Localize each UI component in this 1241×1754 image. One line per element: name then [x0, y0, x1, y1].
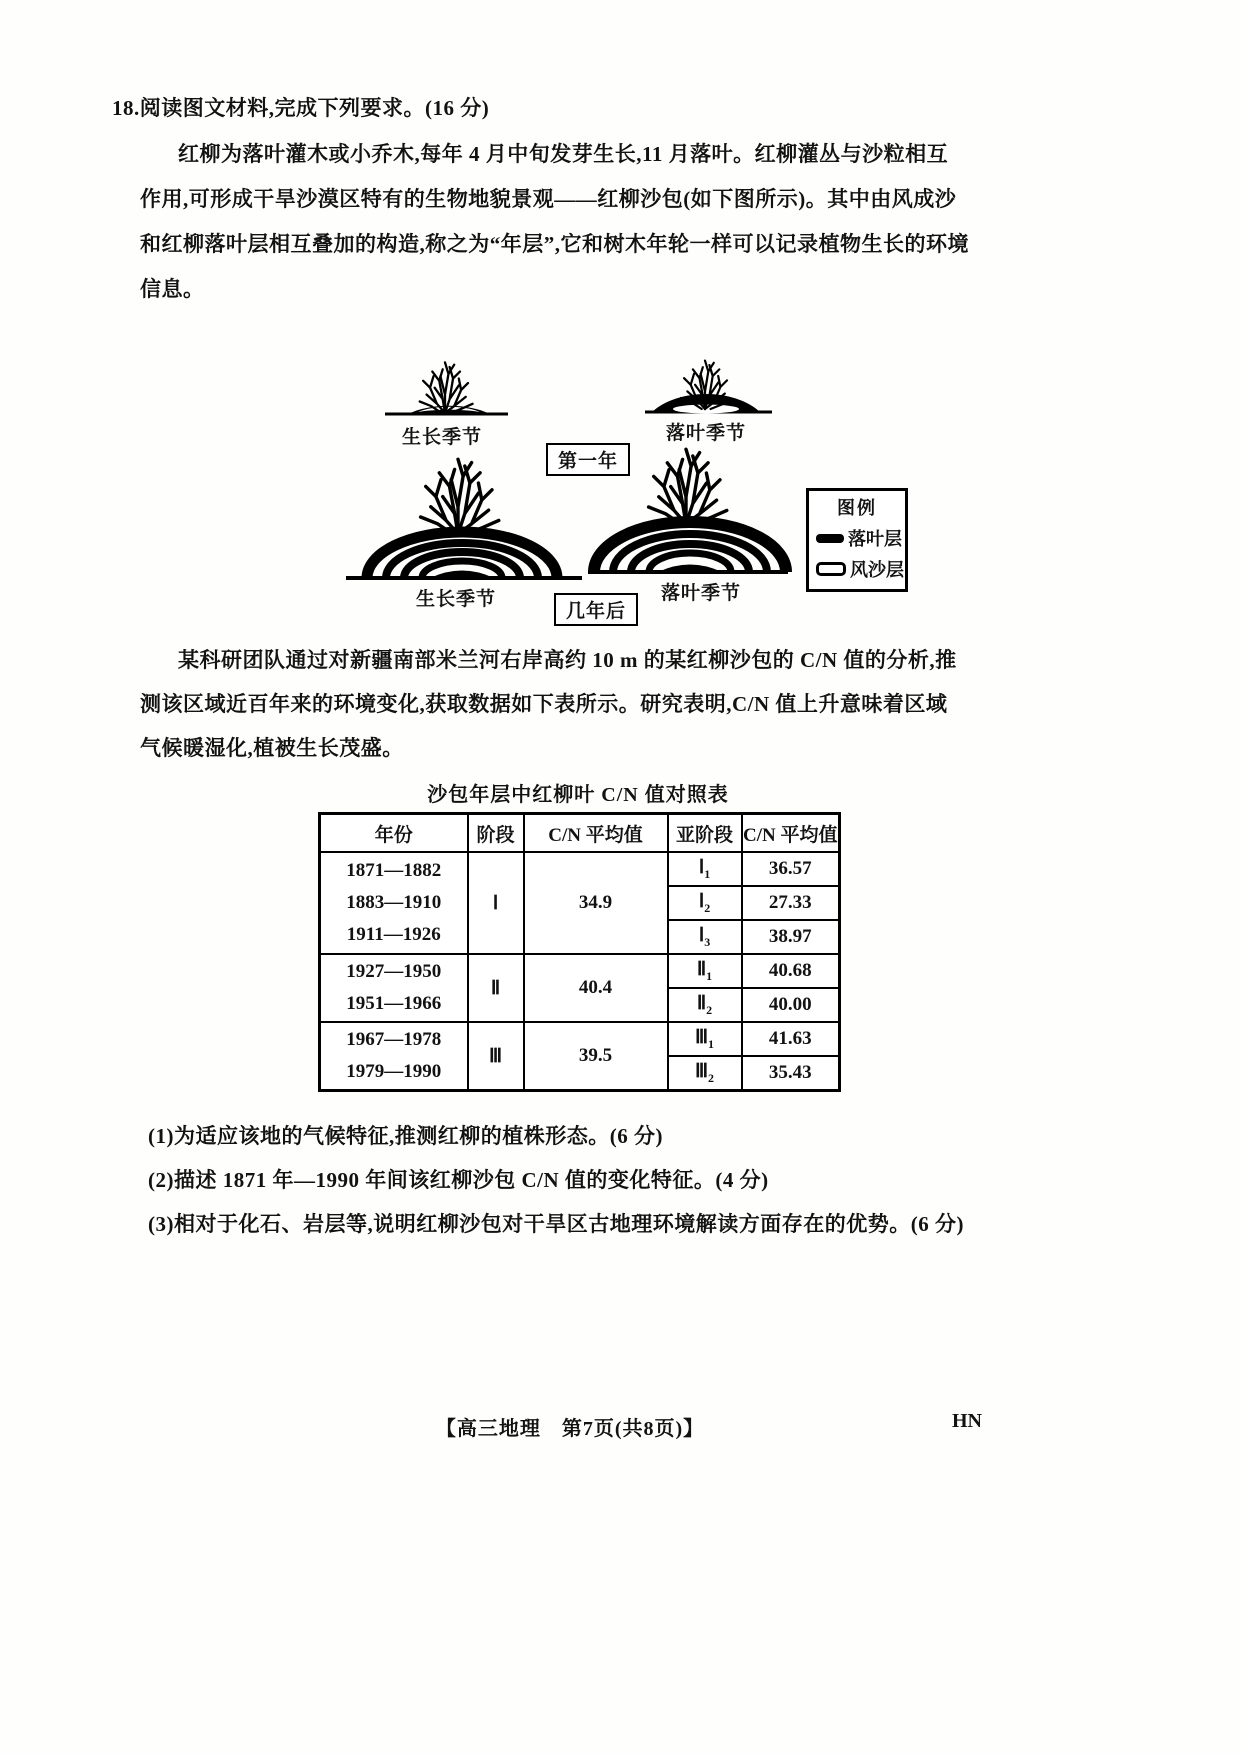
substage-value-cell: 36.57: [742, 852, 840, 886]
years-cell: [320, 852, 468, 954]
substage-index: 2: [704, 900, 711, 915]
substage-numeral: Ⅰ: [698, 925, 705, 947]
page-footer: 【高三地理 第7页(共8页)】: [435, 1418, 705, 1440]
paragraph-1-line: 信息。: [140, 277, 205, 301]
paragraph-2-line: 某科研团队通过对新疆南部米兰河右岸高约 10 m 的某红柳沙包的 C/N 值的分析,推: [178, 648, 957, 672]
stage-cell: Ⅲ: [468, 1022, 524, 1091]
label-first-year-box: 第一年: [546, 443, 630, 476]
substage-numeral: Ⅰ: [698, 857, 705, 879]
substage-index: 2: [706, 1002, 713, 1017]
legend-item-leaf-layer: [816, 525, 902, 551]
table-row: [320, 1022, 840, 1056]
substage-value-cell: 27.33: [742, 886, 840, 920]
substage-numeral: Ⅰ: [698, 891, 705, 913]
substage-cell: [668, 852, 742, 886]
paragraph-1: [140, 132, 969, 312]
year-range: 1911—1926: [346, 924, 441, 945]
substage-value-cell: 40.68: [742, 954, 840, 988]
paragraph-2-line: 测该区域近百年来的环境变化,获取数据如下表所示。研究表明,C/N 值上升意味着区域: [140, 692, 948, 716]
label-growing-season-top: 生长季节: [402, 427, 483, 448]
substage-index: 1: [708, 1036, 715, 1051]
legend-title: 图例: [837, 498, 877, 518]
label-growing-season-bottom: 生长季节: [416, 589, 497, 610]
label-leaffall-season-bottom: 落叶季节: [661, 583, 742, 604]
solid-bar-swatch-icon: [816, 534, 844, 543]
substage-numeral: Ⅲ: [694, 1061, 709, 1083]
substage-index: 1: [706, 968, 713, 983]
years-cell: [320, 954, 468, 1022]
stage-avg-cell: 40.4: [524, 954, 668, 1022]
substage-value-cell: 41.63: [742, 1022, 840, 1056]
label-leaffall-season-top: 落叶季节: [666, 423, 747, 444]
col-header-years: 年份: [320, 814, 468, 853]
year-range: 1979—1990: [346, 1061, 442, 1082]
footer-code: HN: [952, 1410, 982, 1432]
col-header-substage: 亚阶段: [668, 814, 742, 853]
table-header-row: [320, 814, 840, 853]
substage-cell: [668, 988, 742, 1022]
paragraph-2: [140, 638, 957, 770]
substage-value-cell: 38.97: [742, 920, 840, 954]
sub-question-1: (1)为适应该地的气候特征,推测红柳的植株形态。(6 分): [148, 1124, 663, 1148]
table-title: 沙包年层中红柳叶 C/N 值对照表: [427, 784, 729, 806]
layered-mound-growing: [346, 532, 582, 578]
col-header-cn-avg-2: C/N 平均值: [742, 814, 840, 853]
label-after-years-box: 几年后: [554, 593, 638, 626]
substage-index: 2: [708, 1070, 715, 1085]
layered-mound-leaffall: [588, 522, 788, 572]
table-row: [320, 852, 840, 886]
table-row: [320, 954, 840, 988]
substage-numeral: Ⅱ: [696, 993, 707, 1015]
paragraph-1-line: 红柳为落叶灌木或小乔木,每年 4 月中旬发芽生长,11 月落叶。红柳灌丛与沙粒相互: [178, 142, 949, 166]
sub-question-2: (2)描述 1871 年—1990 年间该红柳沙包 C/N 值的变化特征。(4 分): [148, 1168, 769, 1192]
stage-avg-cell: 39.5: [524, 1022, 668, 1091]
substage-cell: [668, 1022, 742, 1056]
substage-cell: [668, 1056, 742, 1091]
question-header: [112, 92, 489, 122]
stage-cell: Ⅱ: [468, 954, 524, 1022]
paragraph-1-line: 作用,可形成干旱沙漠区特有的生物地貌景观——红柳沙包(如下图所示)。其中由风成沙: [140, 187, 957, 211]
substage-index: 1: [704, 866, 711, 881]
year-range: 1927—1950: [346, 961, 442, 982]
hollow-bar-swatch-icon: [816, 562, 846, 576]
year-range: 1871—1882: [346, 860, 442, 881]
substage-index: 3: [704, 934, 711, 949]
years-cell: [320, 1022, 468, 1091]
sub-question-3: (3)相对于化石、岩层等,说明红柳沙包对干旱区古地理环境解读方面存在的优势。(6 分): [148, 1212, 964, 1236]
stage-avg-cell: 34.9: [524, 852, 668, 954]
substage-value-cell: 40.00: [742, 988, 840, 1022]
legend-item-sand-layer: [816, 556, 904, 582]
question-intro: 阅读图文材料,完成下列要求。(16 分): [139, 96, 490, 120]
substage-numeral: Ⅲ: [694, 1027, 709, 1049]
substage-cell: [668, 954, 742, 988]
substage-value-cell: 35.43: [742, 1056, 840, 1091]
substage-cell: [668, 920, 742, 954]
col-header-cn-avg: C/N 平均值: [524, 814, 668, 853]
cn-value-table: [318, 812, 841, 1092]
stage-cell: Ⅰ: [468, 852, 524, 954]
paragraph-2-line: 气候暖湿化,植被生长茂盛。: [140, 736, 404, 760]
tamarisk-sand-mound-figure: [330, 330, 1030, 630]
paragraph-1-line: 和红柳落叶层相互叠加的构造,称之为“年层”,它和树木年轮一样可以记录植物生长的环境: [140, 232, 969, 256]
legend-item-label: 落叶层: [848, 529, 902, 549]
year-range: 1951—1966: [346, 993, 442, 1014]
substage-numeral: Ⅱ: [696, 959, 707, 981]
year-range: 1967—1978: [346, 1029, 442, 1050]
legend-item-label: 风沙层: [850, 560, 904, 580]
substage-cell: [668, 886, 742, 920]
question-number: 18.: [112, 96, 140, 120]
col-header-stage: 阶段: [468, 814, 524, 853]
year-range: 1883—1910: [346, 892, 442, 913]
figure-legend: [806, 488, 908, 592]
